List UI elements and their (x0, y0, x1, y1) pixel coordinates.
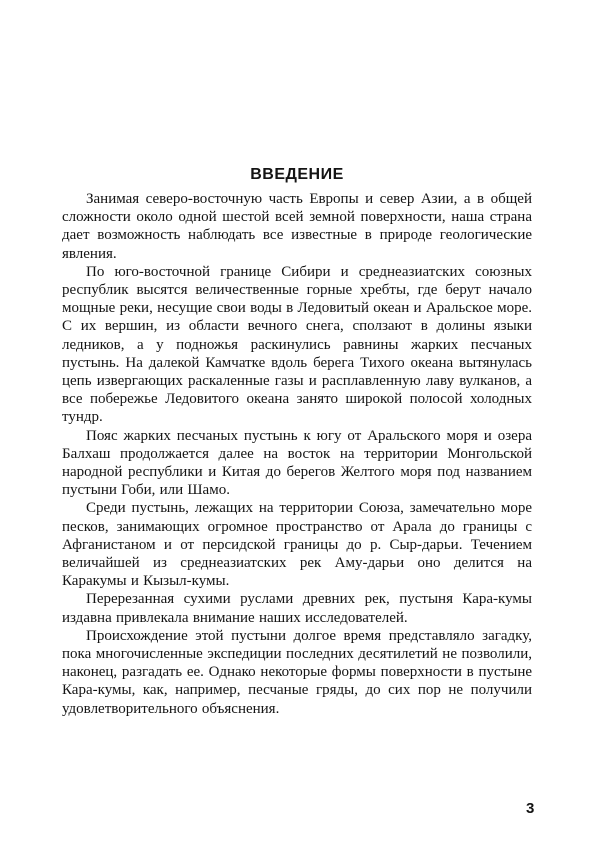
body-text (62, 190, 532, 718)
paragraph: Занимая северо-восточную часть Европы и север Азии, а в общей сложности около одной шестой всей земной поверхности, наша страна дает возможность наблюдать все известные в природе геологические явления. (62, 191, 532, 262)
page-number: 3 (526, 800, 535, 817)
page-title: ВВЕДЕНИЕ (250, 166, 344, 183)
paragraph: Перерезанная сухими руслами древних рек, пустыня Кара-кумы издавна привлекала внимание наших исследователей. (62, 591, 532, 626)
paragraph: Происхождение этой пустыни долгое время представляло загадку, пока многочисленные экспедиции последних десятилетий не позволили, наконец, разгадать ее. Однако некоторые формы поверхности в пустыне Кара-кумы, как, например, песчаные гряды, до сих пор не получили удовлетворительного объяснения. (62, 627, 532, 717)
paragraph: По юго-восточной границе Сибири и среднеазиатских союзных республик высятся величественные горные хребты, где берут начало мощные реки, несущие свои воды в Ледовитый океан и Аральское море. С их вершин, из области вечного снега, сползают в долины языки ледников, а у подножья раскинулись равнины жарких песчаных пустынь. На далекой Камчатке вдоль берега Тихого океана вытянулась цепь извергающих раскаленные газы и расплавленную лаву вулканов, а все побережье Ледовитого океана занято широкой полосой холодных тундр. (62, 263, 532, 426)
page-content (62, 166, 532, 718)
paragraph: Пояс жарких песчаных пустынь к югу от Аральского моря и озера Балхаш продолжается далее на восток на территории Монгольской народной республики и Китая до берегов Желтого моря под названием пустыни Гоби, или Шамо. (62, 427, 532, 499)
paragraph: Среди пустынь, лежащих на территории Союза, замечательно море песков, занимающих огромное пространство от Арала до границы с Афганистаном и от персидской границы до р. Сыр-дарьи. Течением величайшей из среднеазиатских рек Аму-дарьи оно делится на Каракумы и Кызыл-кумы. (62, 500, 532, 590)
